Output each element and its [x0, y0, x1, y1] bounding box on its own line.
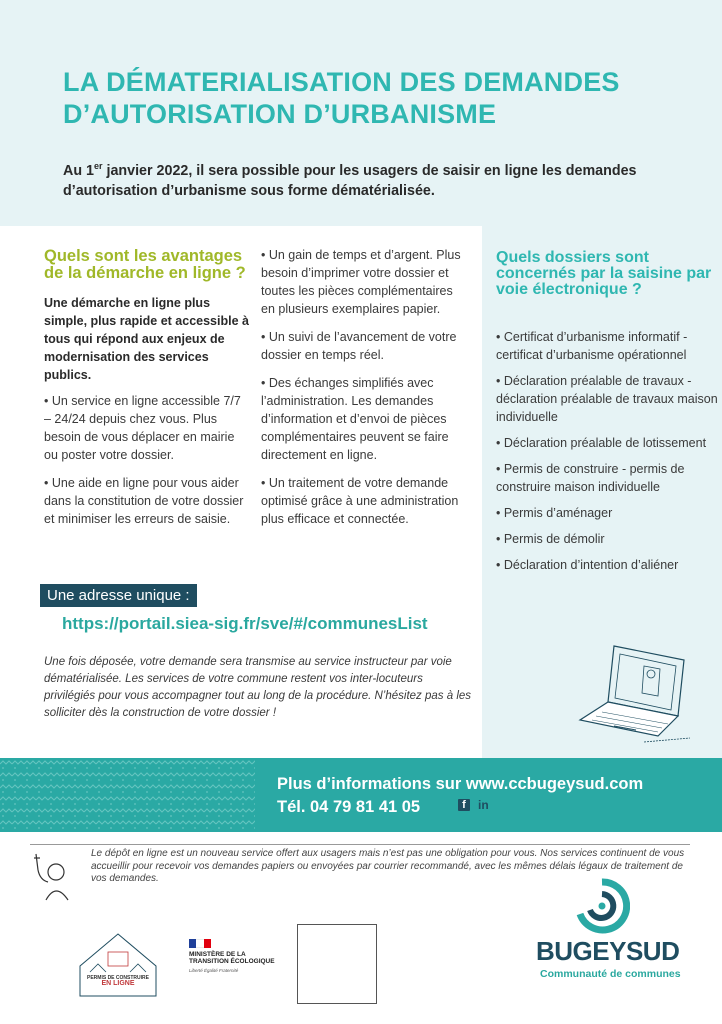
intro-sup: er — [93, 161, 103, 171]
permis-logo-caption: PERMIS DE CONSTRUIRE — [87, 975, 149, 981]
french-flag-icon — [189, 939, 211, 948]
intro-text — [63, 156, 683, 201]
permis-en-ligne-logo — [78, 932, 158, 998]
permis-logo-big: EN LIGNE — [101, 980, 135, 987]
bugeysud-brand-name: BUGEYSUD — [536, 936, 680, 966]
phone-text: Tél. 04 79 81 41 05 — [277, 798, 421, 816]
advantages-column-1 — [44, 248, 249, 538]
advantages-heading: Quels sont les avantages de la démarche en ligne ? — [44, 247, 246, 282]
intro-post: janvier 2022, il sera possible pour les usagers de saisir en ligne les demandes d’autorisation d’urbanisme sous forme dématérialisée. — [63, 162, 637, 199]
address-label: Une adresse unique : — [40, 584, 197, 607]
dossier-item: • Certificat d’urbanisme informatif - certificat d’urbanisme opérationnel — [496, 330, 688, 362]
dossiers-list — [496, 328, 718, 582]
dossier-item: • Déclaration préalable de lotissement — [496, 436, 707, 450]
bugeysud-brand-sub: Communauté de communes — [540, 968, 681, 980]
intro-pre: Au 1 — [63, 162, 94, 179]
ministry-logo — [189, 939, 279, 973]
advantage-item: • Une aide en ligne pour vous aider dans la constitution de votre dossier et minimiser les erreurs de saisie. — [44, 476, 244, 526]
advantage-item: • Un gain de temps et d’argent. Plus besoin d’imprimer votre dossier et toutes les pièces complémentaires en plusieurs exemplaires papier. — [261, 248, 461, 316]
social-links — [458, 799, 489, 812]
ministry-name: MINISTÈRE DE LA TRANSITION ÉCOLOGIQUE — [189, 951, 275, 965]
bugeysud-swirl-icon — [574, 878, 630, 936]
decorative-pattern — [0, 758, 255, 832]
info-band — [0, 758, 722, 832]
facebook-icon[interactable]: f — [458, 799, 470, 811]
laptop-illustration-icon — [574, 636, 694, 748]
ministry-motto: Liberté Égalité Fraternité — [189, 968, 239, 973]
footer-note: Le dépôt en ligne est un nouveau service offert aux usagers mais n’est pas une obligation pour vous. Nos services continuent de vous accueillir pour recevoir vos demandes papiers ou envoyées par courrier recommandé, avec les mêmes délais légaux de traitement de vos demandes. — [91, 848, 685, 884]
advantage-item: • Des échanges simplifiés avec l’administration. Les demandes d’information et d’envoi de pièces complémentaires peuvent se faire directement en ligne. — [261, 376, 449, 462]
dossier-item: • Permis de construire - permis de construire maison individuelle — [496, 462, 685, 494]
footer-divider — [30, 844, 690, 845]
advantage-item: • Un suivi de l’avancement de votre dossier en temps réel. — [261, 330, 457, 362]
permis-logo-text — [82, 975, 154, 987]
page-title: LA DÉMATERIALISATION DES DEMANDES D’AUTORISATION D’URBANISME — [63, 67, 620, 129]
dossiers-heading: Quels dossiers sont concernés par la saisine par voie électronique ? — [496, 249, 712, 298]
dossier-item: • Permis d’aménager — [496, 506, 613, 520]
person-raising-hand-icon — [28, 852, 78, 902]
advantages-column-2 — [261, 246, 466, 538]
address-note: Une fois déposée, votre demande sera transmise au service instructeur par voie dématérialisée. Les services de votre commune restent vos inter-locuteurs privilégiés pour vous accompagner tout au long de la procédure. N’hésitez pas à les solliciter dès la construction de votre dossier ! — [44, 656, 472, 719]
dossier-item: • Déclaration préalable de travaux - déclaration préalable de travaux maison individuelle — [496, 374, 718, 424]
dossier-item: • Permis de démolir — [496, 532, 605, 546]
more-info-text: Plus d’informations sur www.ccbugeysud.com — [277, 775, 644, 793]
linkedin-icon[interactable]: in — [478, 798, 489, 812]
advantage-item: • Un service en ligne accessible 7/7 – 24/24 depuis chez vous. Plus besoin de vous déplacer en mairie ou poster votre dossier. — [44, 394, 241, 462]
commune-stamp-box — [297, 924, 377, 1004]
advantage-item: • Un traitement de votre demande optimisé grâce à une administration plus efficace et connectée. — [261, 476, 459, 526]
advantages-lead: Une démarche en ligne plus simple, plus rapide et accessible à tous qui répond aux enjeux de modernisation des services publics. — [44, 296, 249, 382]
address-link[interactable]: https://portail.siea-sig.fr/sve/#/communesList — [62, 614, 428, 633]
dossier-item: • Déclaration d’intention d’aliéner — [496, 558, 679, 572]
